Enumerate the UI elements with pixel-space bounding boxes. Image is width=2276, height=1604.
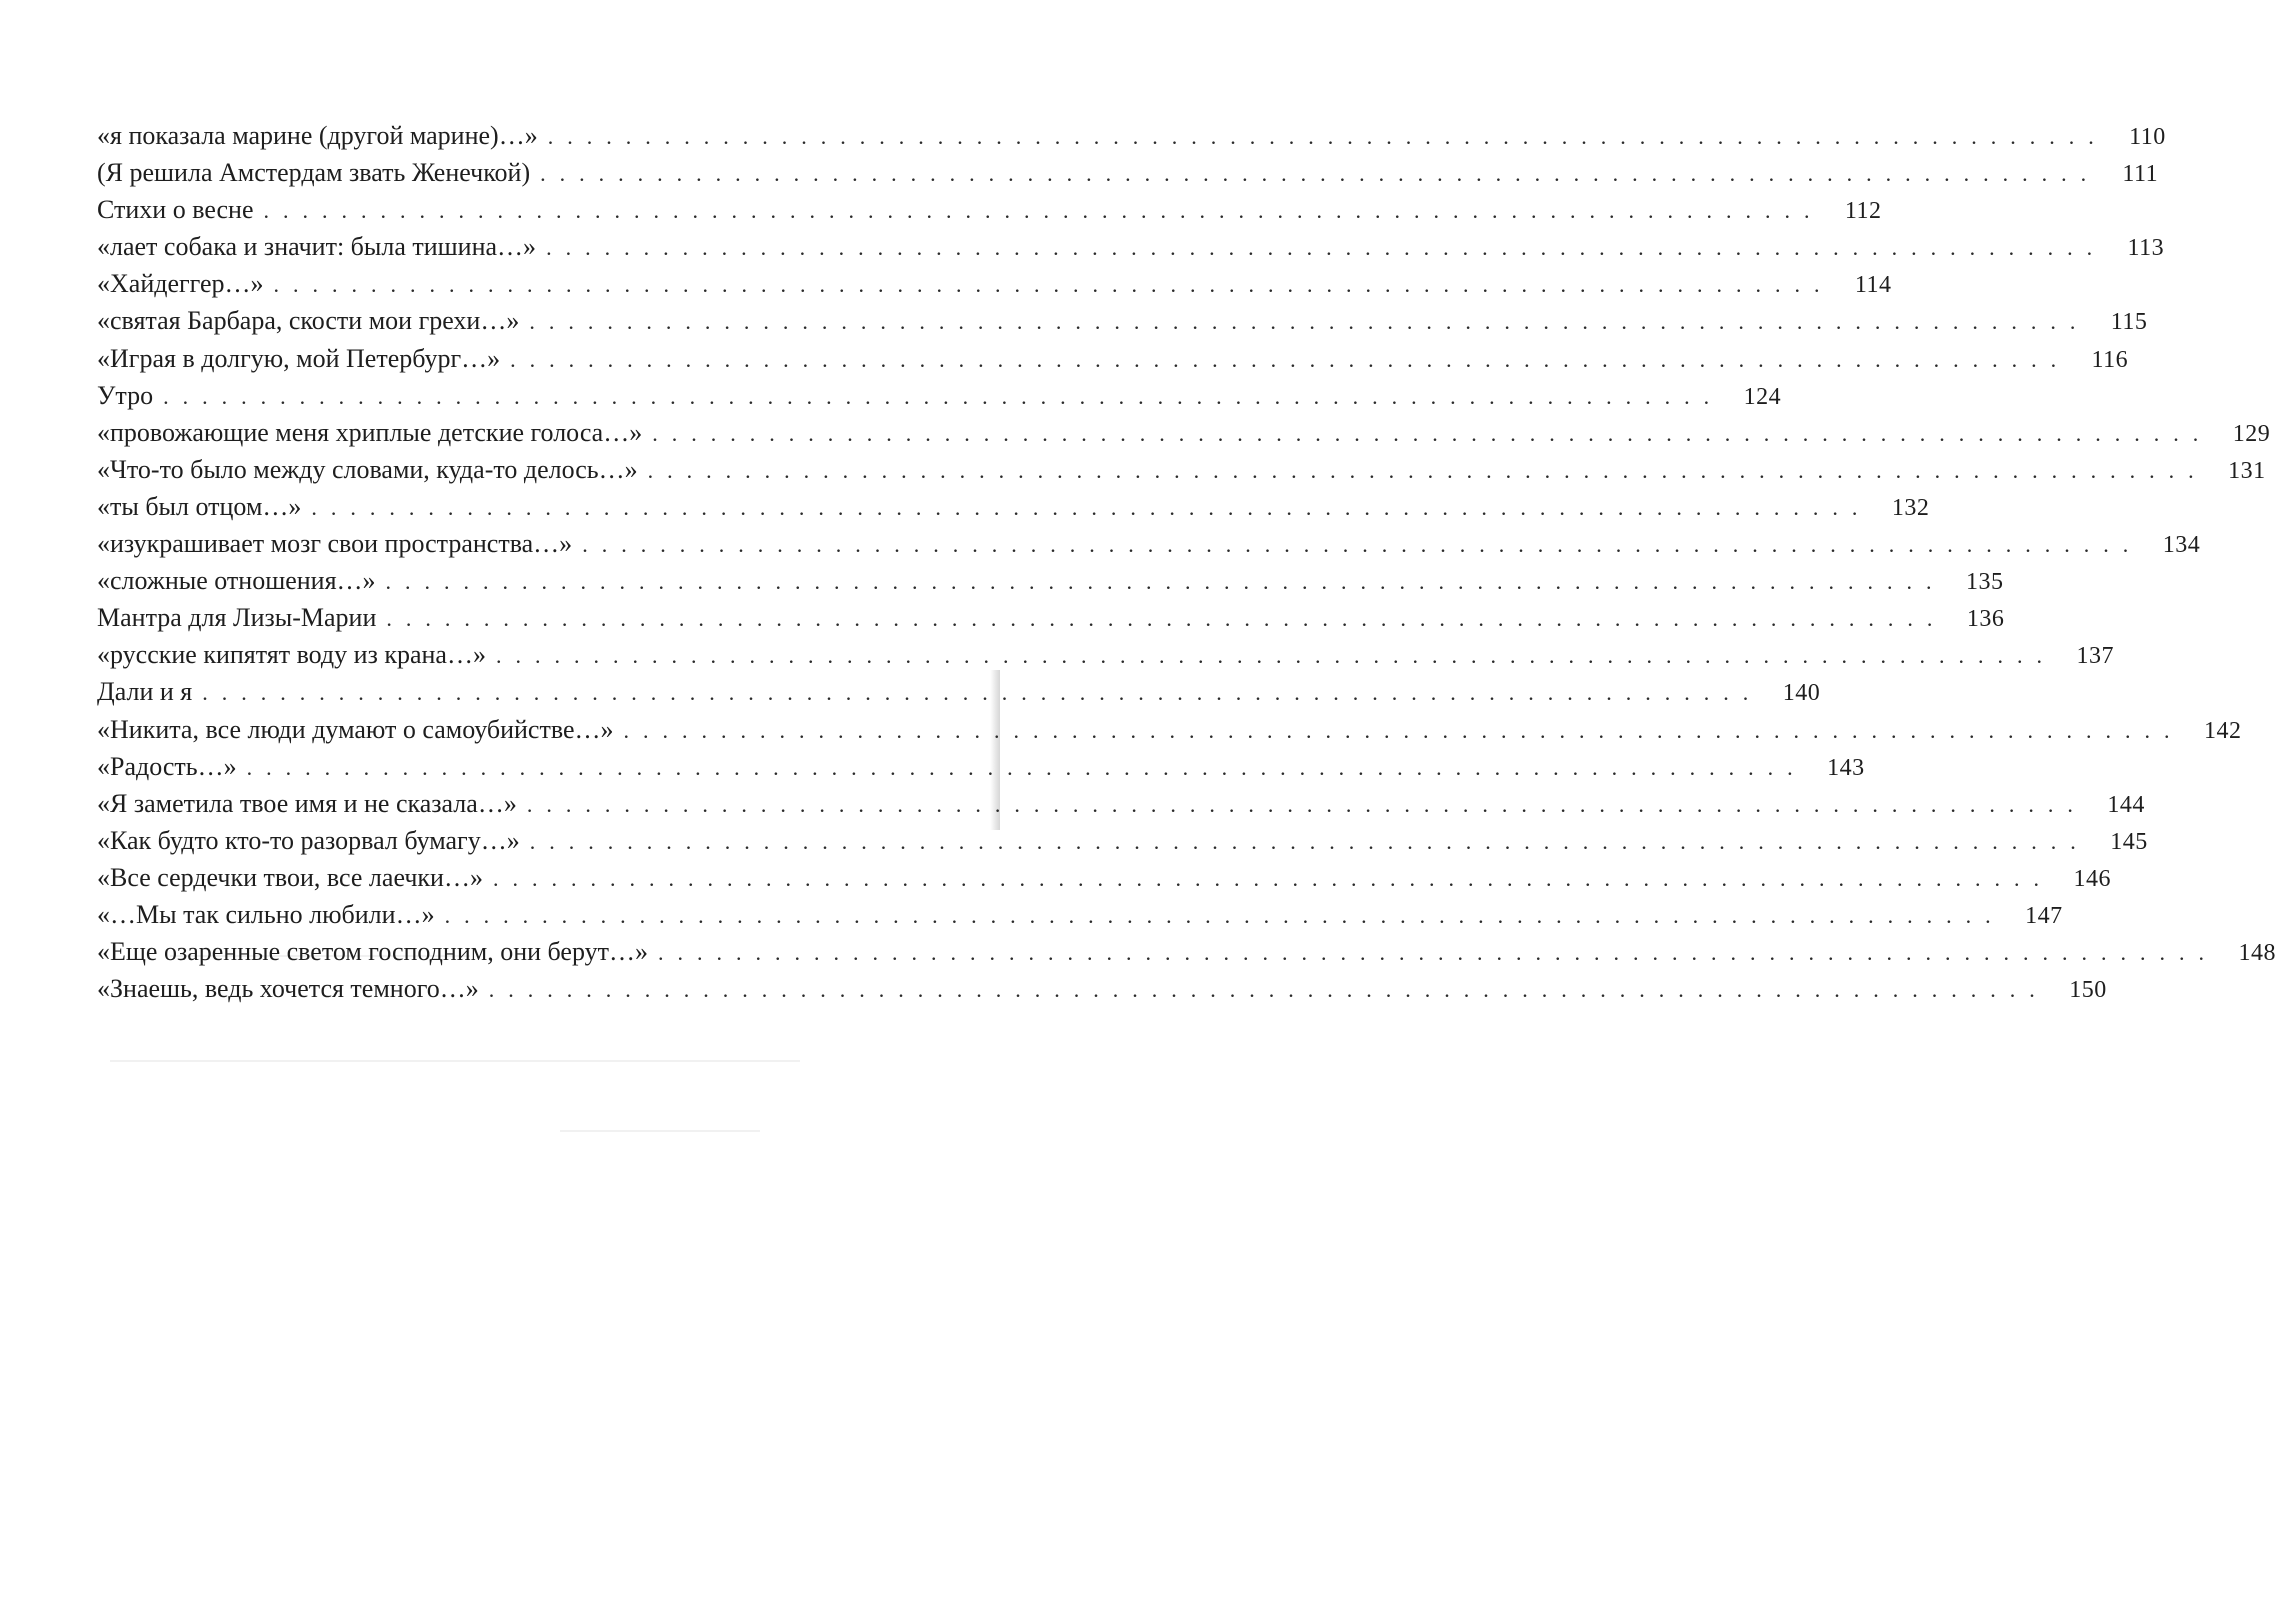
toc-entry <box>97 488 1930 525</box>
dot-leader: ................................................................................ <box>495 643 2056 669</box>
dot-leader: ................................................................................ <box>582 532 2143 558</box>
dot-leader: ................................................................................ <box>273 272 1834 298</box>
toc-entry <box>97 340 2129 377</box>
show-through-line <box>560 1130 760 1132</box>
toc-entry <box>97 414 2271 451</box>
toc-entry-title: «лает собака и значит: была тишина…» <box>97 232 537 262</box>
toc-entry-title: «…Мы так сильно любили…» <box>97 899 435 929</box>
toc-entry-page-number: 124 <box>1743 383 1782 410</box>
toc-entry <box>97 599 2005 636</box>
toc-entry <box>97 970 2107 1007</box>
dot-leader: ................................................................................ <box>263 198 1824 224</box>
toc-entry-title: «Что-то было между словами, куда-то делось…» <box>97 454 638 484</box>
dot-leader: ................................................................................ <box>386 606 1947 632</box>
toc-entry-title: «Играя в долгую, мой Петербург…» <box>97 343 501 373</box>
toc-entry-page-number: 134 <box>2162 532 2201 559</box>
toc-entry <box>97 711 2242 748</box>
toc-entry-title: «Все сердечки твои, все лаечки…» <box>97 862 483 892</box>
toc-entry-page-number: 137 <box>2076 643 2114 670</box>
toc-entry-title: Утро <box>97 380 154 410</box>
toc-entry-page-number: 111 <box>2122 161 2159 188</box>
toc-entry <box>97 748 1865 785</box>
dot-leader: ................................................................................ <box>385 569 1946 595</box>
dot-leader: ................................................................................ <box>647 457 2208 483</box>
toc-entry-title: «Как будто кто-то разорвал бумагу…» <box>97 825 520 855</box>
toc-entry-page-number: 147 <box>2025 902 2063 929</box>
toc-entry-page-number: 113 <box>2127 235 2165 262</box>
dot-leader: ................................................................................ <box>657 940 2218 966</box>
dot-leader: ................................................................................ <box>492 865 2053 891</box>
toc-entry-page-number: 110 <box>2129 124 2166 150</box>
toc-entry <box>97 451 2266 488</box>
toc-entry-title: Дали и я <box>97 677 193 707</box>
dot-leader: ................................................................................ <box>246 754 1807 780</box>
toc-entry-title: Стихи о весне <box>97 195 254 225</box>
toc-entry-title: (Я решила Амстердам звать Женечкой) <box>97 158 531 188</box>
toc-entry-page-number: 131 <box>2228 457 2266 484</box>
toc-entry-page-number: 136 <box>1966 606 2005 633</box>
toc-entry-page-number: 142 <box>2203 717 2242 744</box>
dot-leader: ................................................................................ <box>652 420 2213 446</box>
dot-leader: ................................................................................ <box>510 346 2071 372</box>
toc-entry <box>97 377 1782 414</box>
toc-entry-page-number: 135 <box>1966 569 2004 596</box>
dot-leader: ................................................................................ <box>546 235 2107 261</box>
toc-entry-page-number: 150 <box>2069 977 2107 1004</box>
dot-leader: ................................................................................ <box>526 791 2087 817</box>
toc-entry-title: «святая Барбара, скости мои грехи…» <box>97 306 520 336</box>
toc-entry <box>97 154 2159 191</box>
dot-leader: ................................................................................ <box>547 124 2108 149</box>
toc-entry <box>97 265 1892 302</box>
toc-entry <box>97 859 2111 896</box>
toc-entry-title: «сложные отношения…» <box>97 566 376 596</box>
toc-entry <box>97 562 2004 599</box>
toc-entry-title: «Хайдеггер…» <box>97 269 264 299</box>
toc-entry-page-number: 116 <box>2091 346 2129 373</box>
toc-entry <box>97 785 2145 822</box>
toc-entry-title: «провожающие меня хриплые детские голоса…» <box>97 417 643 447</box>
toc-entry-page-number: 115 <box>2110 309 2148 336</box>
toc-entry-page-number: 146 <box>2073 865 2111 892</box>
toc-entry <box>97 117 2166 154</box>
toc-entry <box>97 673 1821 710</box>
dot-leader: ................................................................................ <box>202 680 1763 706</box>
toc-entry <box>97 822 2148 859</box>
toc-entry-page-number: 140 <box>1782 680 1821 707</box>
toc-entry-page-number: 129 <box>2232 420 2271 447</box>
toc-entry-title: «русские кипятят воду из крана…» <box>97 640 486 670</box>
toc-entry-page-number: 148 <box>2238 940 2276 967</box>
toc-entry-title: «Радость…» <box>97 751 237 781</box>
toc-entry-title: Мантра для Лизы-Марии <box>97 603 377 633</box>
toc-entry-page-number: 112 <box>1844 198 1882 225</box>
dot-leader: ................................................................................ <box>529 309 2090 335</box>
dot-leader: ................................................................................ <box>623 717 2184 743</box>
dot-leader: ................................................................................ <box>311 494 1872 520</box>
show-through-line <box>110 1060 800 1062</box>
toc-entry-title: «Еще озаренные светом господним, они берут…» <box>97 937 648 967</box>
dot-leader: ................................................................................ <box>488 977 2049 1003</box>
toc-entry-title: «Я заметила твое имя и не сказала…» <box>97 788 517 818</box>
toc-entry <box>97 302 2148 339</box>
toc-entry <box>97 228 2165 265</box>
toc-entry-title: «ты был отцом…» <box>97 491 302 521</box>
toc-entry-title: «Никита, все люди думают о самоубийстве…» <box>97 714 614 744</box>
toc-entry-title: «Знаешь, ведь хочется темного…» <box>97 974 479 1004</box>
dot-leader: ................................................................................ <box>529 828 2090 854</box>
toc-entry <box>97 896 2063 933</box>
toc-entry <box>97 525 2201 562</box>
dot-leader: ................................................................................ <box>444 902 2005 928</box>
toc-entry-page-number: 132 <box>1891 494 1930 521</box>
toc-entry-page-number: 114 <box>1854 272 1892 299</box>
toc-entry-page-number: 145 <box>2110 828 2148 855</box>
toc-entry-page-number: 143 <box>1827 754 1865 781</box>
toc-entry-title: «я показала марине (другой марине)…» <box>97 121 538 150</box>
dot-leader: ................................................................................ <box>540 161 2101 187</box>
toc-entry-page-number: 144 <box>2107 791 2145 818</box>
table-of-contents <box>97 117 2276 1007</box>
toc-entry-title: «изукрашивает мозг свои пространства…» <box>97 529 573 559</box>
toc-entry <box>97 636 2114 673</box>
toc-entry <box>97 933 2276 970</box>
toc-entry <box>97 191 1882 228</box>
dot-leader: ................................................................................ <box>163 383 1724 409</box>
